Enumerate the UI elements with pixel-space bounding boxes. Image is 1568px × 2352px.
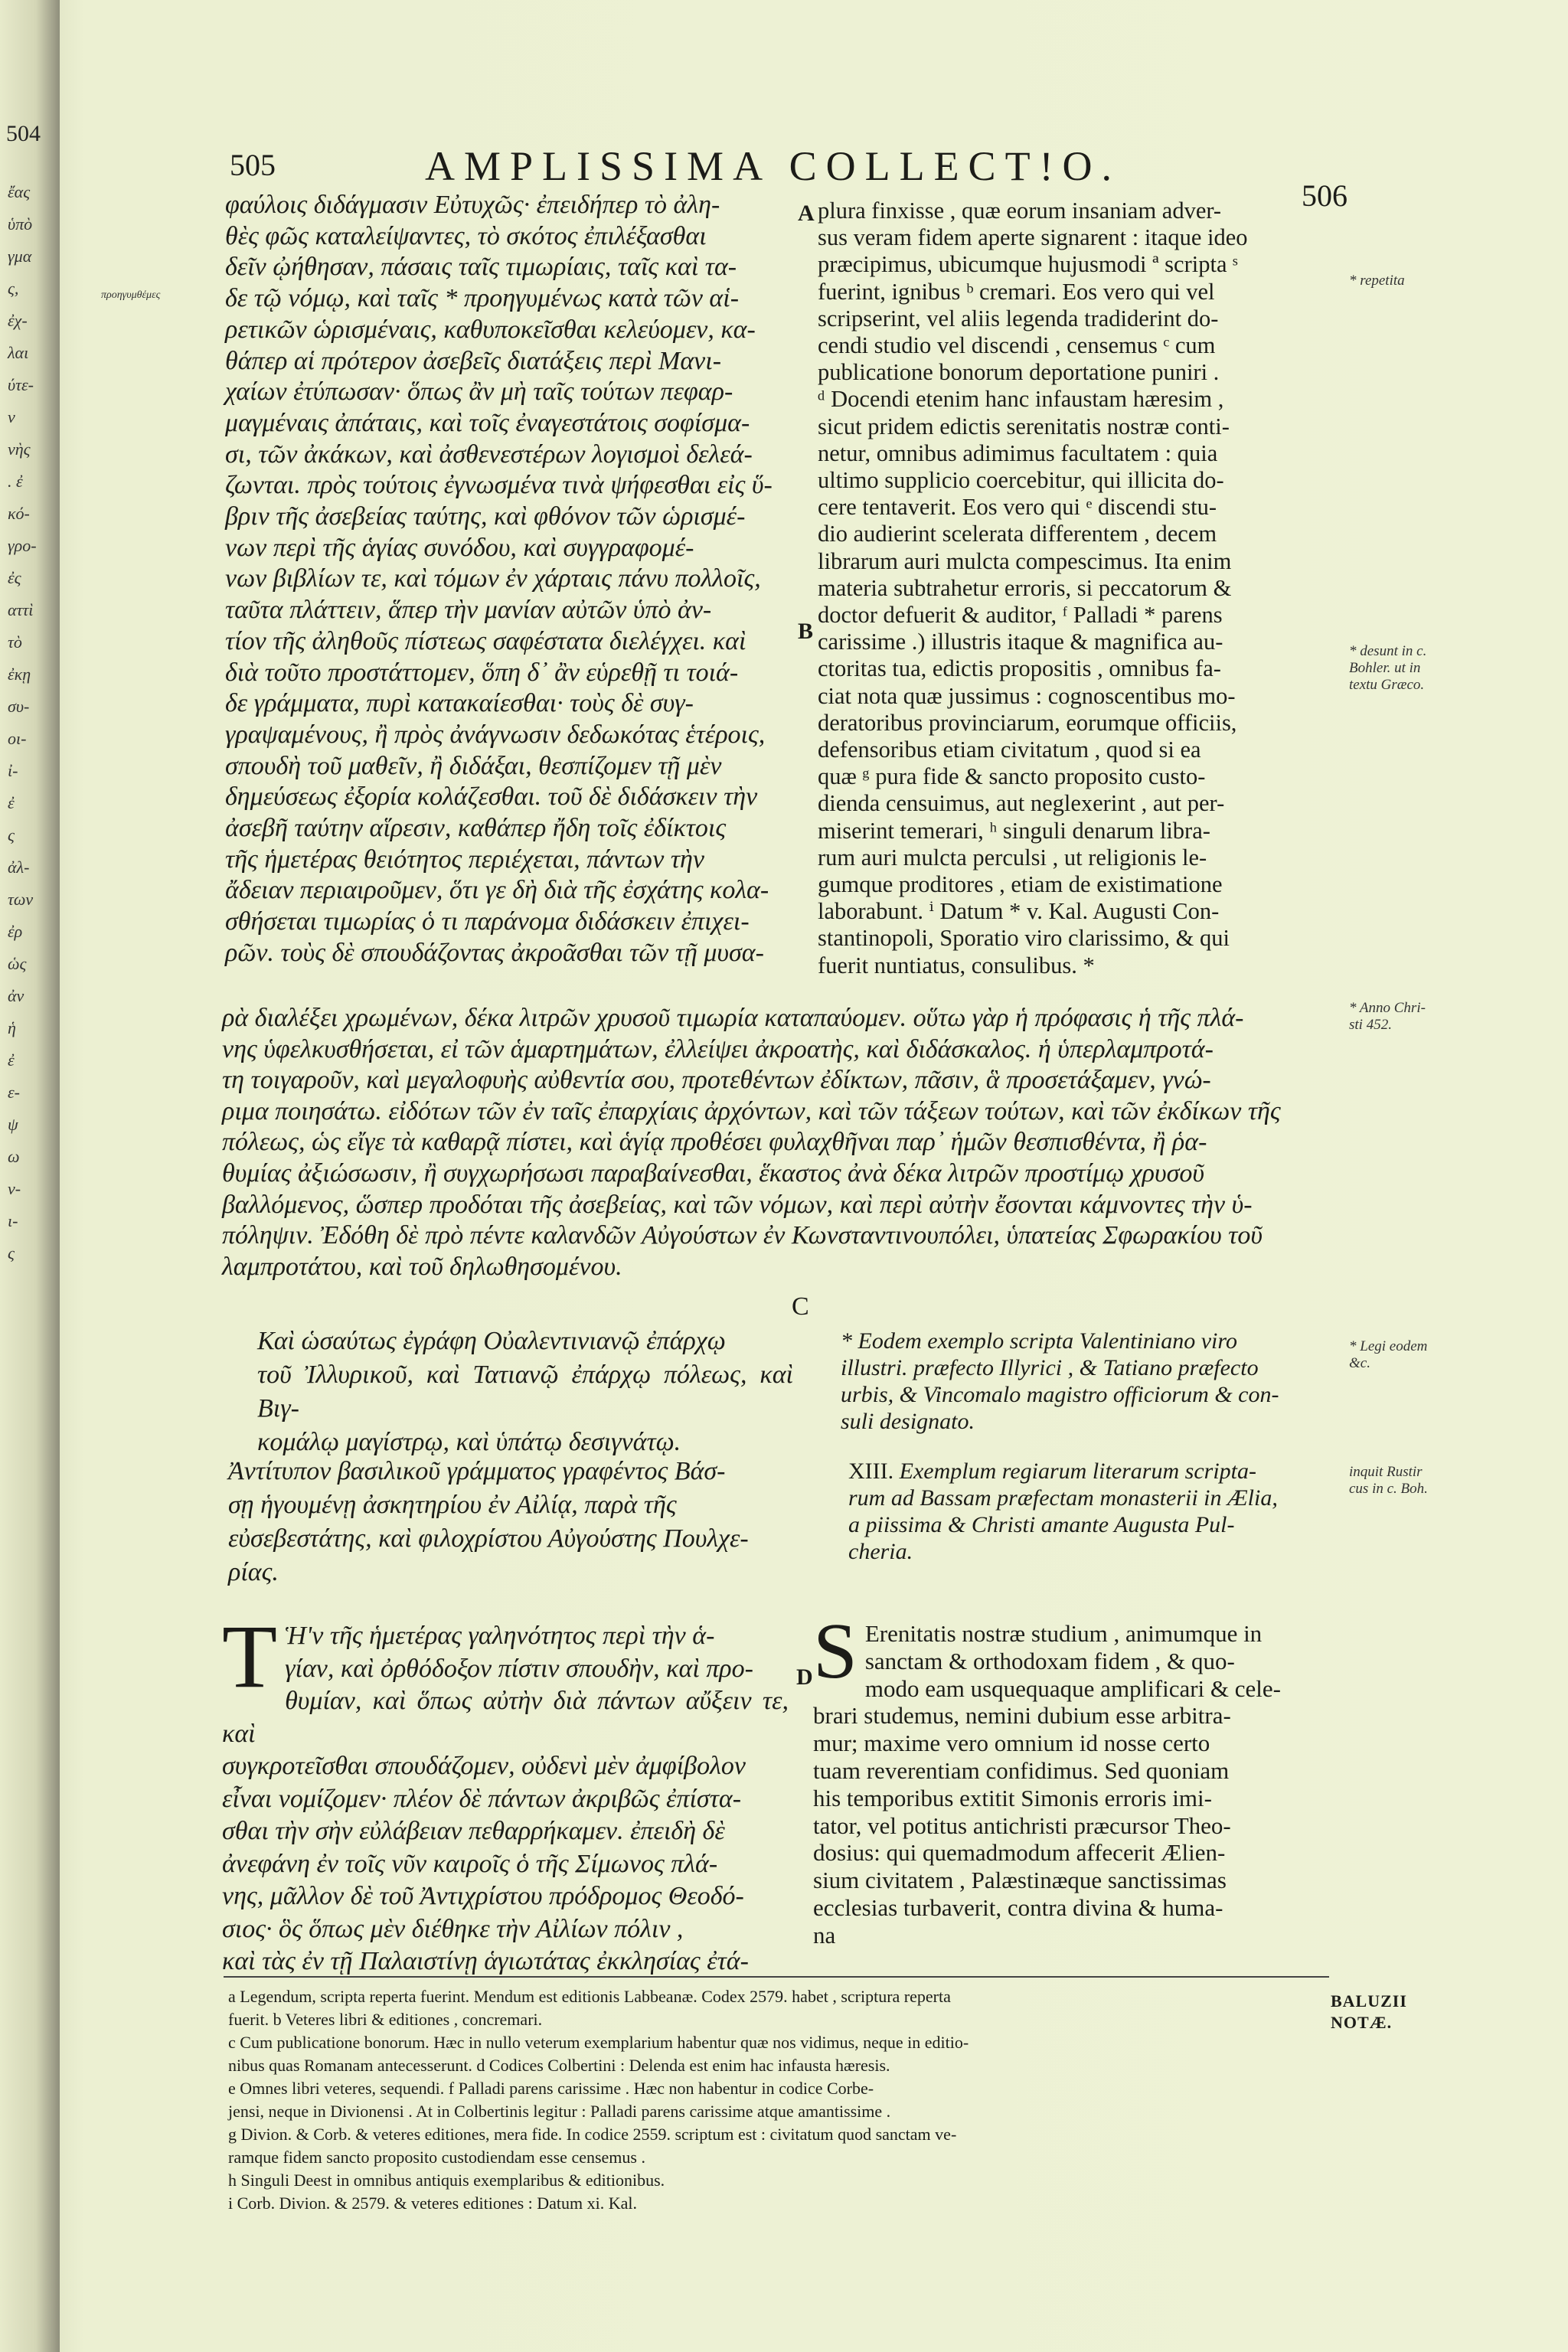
text-line: νης, μᾶλλον δὲ τοῦ Ἀντιχρίστου πρόδρομος Θεοδό-: [222, 1882, 744, 1910]
text-line: quæ ᵍ pura fide & sancto proposito custo-: [818, 763, 1206, 790]
text-line: ζωνται. πρὸς τούτοις ἐγνωσμένα τινὰ ψήφεσθαι εἰς ὕ-: [225, 471, 773, 500]
text-line: laborabunt. ⁱ Datum * v. Kal. Augusti Con-: [818, 898, 1220, 925]
previous-page-fragment: ἡ: [8, 1018, 16, 1037]
text-line: Καὶ ὡσαύτως ἐγράφη Οὐαλεντινιανῷ ἐπάρχῳ: [257, 1327, 726, 1355]
latin-letter-lines: [813, 1607, 1281, 1949]
previous-page-fragment: των: [8, 890, 34, 909]
text-line: dio audierint scelerata differentem , decem: [818, 521, 1217, 547]
previous-page-fragment: ύτε-: [8, 375, 34, 394]
text-line: κομάλῳ μαγίστρῳ, καὶ ὑπάτῳ δεσιγνάτῳ.: [257, 1428, 681, 1456]
text-line: * desunt in c.: [1349, 643, 1427, 659]
footnote-line: jensi, neque in Divionensi . At in Colbertinis legitur : Palladi parens carissime atque amantissime .: [228, 2102, 891, 2121]
text-line: βαλλόμενος, ὥσπερ προδόται τῆς ἀσεβείας, καὶ τῶν νόμων, καὶ περὶ αὐτὴν ἔσονται κάμνοντες τὴν ὑ-: [222, 1190, 1253, 1219]
text-line: συγκροτεῖσθαι σπουδάζομεν, οὐδενὶ μὲν ἀμφίβολον: [222, 1752, 746, 1780]
text-line: σι, τῶν ἀκάκων, καὶ ἀσθενεστέρων λογισμοὶ δελεά-: [225, 439, 753, 469]
text-line: θυμίαν, καὶ ὅπως αὐτὴν διὰ πάντων αὔξειν τε, καὶ: [222, 1687, 789, 1748]
text-line: διὰ τοῦτο προστάττομεν, ὅπη δ᾽ ἂν εὑρεθῇ τι τοιά-: [225, 658, 739, 687]
text-line: ciat nota quæ jussimus : cognoscentibus mo-: [818, 682, 1236, 709]
text-line: ultimo supplicio coercebitur, qui illicita do-: [818, 467, 1224, 494]
latin-column: [818, 198, 1340, 979]
text-line: defensoribus etiam civitatum , quod si ea: [818, 737, 1201, 763]
text-line: δε γράμματα, πυρὶ κατακαίεσθαι· τοὺς δὲ συγ-: [225, 689, 694, 718]
text-line: νων περὶ τῆς ἁγίας συνόδου, καὶ συγγραφομέ-: [225, 533, 694, 562]
text-line: NOTÆ.: [1331, 2013, 1393, 2032]
text-line: sti 452.: [1349, 1017, 1392, 1033]
text-line: suli designato.: [841, 1409, 975, 1434]
footnote-lines: [228, 1985, 1331, 2215]
text-line: σιος· ὃς ὅπως μὲν διέθηκε τὴν Αἰλίων πόλιν ,: [222, 1914, 684, 1943]
text-line: tuam reverentiam confidimus. Sed quoniam: [813, 1756, 1230, 1784]
text-line: γραψαμένους, ἢ πρὸς ἀνάγνωσιν δεδωκότας ἑτέροις,: [225, 720, 766, 749]
text-line: illustri. præfecto Illyrici , & Tatiano præfecto: [841, 1355, 1259, 1380]
text-line: doctor defuerit & auditor, ᶠ Palladi * parens: [818, 602, 1223, 629]
text-line: his temporibus extitit Simonis erroris imi-: [813, 1784, 1212, 1811]
text-line: ctoritas tua, edictis propositis , omnibus fa-: [818, 655, 1221, 682]
footnote-line: fuerit. b Veteres libri & editiones , concremari.: [228, 2010, 543, 2029]
text-line: βριν τῆς ἀσεβείας ταύτης, καὶ φθόνον τῶν ὡρισμέ-: [225, 502, 746, 531]
text-line: ρῶν. τοὺς δὲ σπουδάζοντας ἀκροᾶσθαι τῶν τῇ μυσα-: [225, 938, 764, 967]
text-line: mur; maxime vero omnium id nosse certo: [813, 1730, 1210, 1757]
text-line: cendi studio vel discendi , censemus ᶜ cum: [818, 332, 1216, 359]
section-letter-b: B: [798, 619, 814, 644]
footnote-line: e Omnes libri veteres, sequendi. f Palladi parens carissime . Hæc non habentur in codice Corbe-: [228, 2079, 874, 2098]
greek-column: [225, 190, 807, 969]
footnote-line: i Corb. Divion. & 2579. & veteres editiones : Datum xi. Kal.: [228, 2194, 638, 2213]
section-letter-c: C: [792, 1292, 809, 1321]
text-line: fuerint, ignibus ᵇ cremari. Eos vero qui vel: [818, 278, 1215, 305]
previous-page-fragment: γρο-: [8, 536, 37, 555]
previous-page-fragment: ἐκῃ: [8, 665, 31, 684]
text-line: εἶναι νομίζομεν· πλέον δὲ πάντων ἀκριβῶς ἐπίστα-: [222, 1784, 742, 1813]
text-line: σθήσεται τιμωρίας ὁ τι παράνομα διδάσκειν ἐπιχει-: [225, 907, 750, 936]
page-number-right: 506: [1302, 178, 1348, 213]
text-line: εὐσεβεστάτης, καὶ φιλοχρίστου Αὐγούστης Πουλχε-: [228, 1524, 749, 1553]
text-line: a piissima & Christi amante Augusta Pul-: [848, 1512, 1235, 1537]
text-line: δεῖν ᾠήθησαν, πάσαις ταῖς τιμωρίαις, ταῖς καὶ τα-: [225, 253, 737, 282]
text-line: Bohler. ut in: [1349, 660, 1421, 676]
running-title: AMPLISSIMA COLLECT!O.: [425, 143, 1122, 189]
text-line: rum ad Bassam præfectam monasterii in Ælia,: [848, 1485, 1278, 1511]
previous-page-fragment: ς: [8, 825, 15, 844]
greek-full-width-text: [222, 1003, 1340, 1282]
text-line: na: [813, 1921, 836, 1949]
previous-page-fragment: ς,: [8, 279, 19, 298]
latin-drop-cap: S: [813, 1607, 858, 1695]
section-letter-d: D: [796, 1664, 813, 1690]
text-line: θὲς φῶς καταλείψαντες, τὸ σκότος ἐπιλέξασθαι: [225, 221, 707, 250]
text-line: τίον τῆς ἀληθοῦς πίστεως σαφέστατα διελέγχει. καὶ: [225, 626, 746, 655]
previous-page-fragment: ἰ-: [8, 761, 18, 780]
previous-page-fragment: ὑπὸ: [8, 214, 33, 234]
previous-page-fragment: ς: [8, 1243, 15, 1263]
text-line: μαγμέναις ἀπάταις, καὶ τοῖς ἐναγεστάτοις σοφίσμα-: [225, 408, 750, 437]
text-line: φαύλοις διδάγμασιν Εὐτυχῶς· ἐπειδήπερ τὸ ἀλη-: [225, 191, 720, 219]
left-margin-note: προηγυμθέμες: [101, 289, 161, 301]
footnotes: [228, 1985, 1331, 2215]
page-number-left: 505: [230, 148, 276, 182]
margin-note-repetita: * repetita: [1349, 273, 1405, 289]
section-number: XIII.: [848, 1459, 894, 1484]
text-line: ecclesias turbaverit, contra divina & huma-: [813, 1893, 1223, 1921]
greek-inscription-block: [257, 1325, 793, 1459]
text-line: miserint temerari, ʰ singuli denarum libra-: [818, 817, 1210, 844]
text-line: πόλεως, ὡς εἴγε τὰ καθαρᾷ πίστει, καὶ ἁγίᾳ προθέσει φυλαχθῆναι παρ᾽ ἡμῶν θεσπισθέντα, ἢ ῥα-: [222, 1128, 1207, 1157]
text-line: brari studemus, nemini dubium esse arbitra-: [813, 1702, 1231, 1730]
previous-page-fragment: ἐ: [8, 793, 15, 812]
text-line: dosius: qui quemadmodum affecerit Ælien-: [813, 1839, 1226, 1867]
text-line: sanctam & orthodoxam fidem , & quo-: [864, 1647, 1235, 1674]
footnote-rule: [224, 1976, 1329, 1978]
text-line: ριμα ποιησάτω. εἰδότων τῶν ἐν ταῖς ἐπαρχίαις ἀρχόντων, καὶ τῶν τάξεων τούτων, καὶ τῶν ἐκδίκων τῆς: [222, 1096, 1281, 1125]
text-line: τη τοιγαροῦν, καὶ μεγαλοφυὴς αὐθεντία σου, προτεθέντων ἐδίκτων, πᾶσιν, ἃ προσετάξαμεν, γνώ-: [222, 1066, 1211, 1095]
text-line: ᵈ Docendi etenim hanc infaustam hæresim ,: [818, 386, 1224, 413]
text-line: sus veram fidem aperte signarent : itaque ideo: [818, 224, 1248, 251]
text-line: σπουδὴ τοῦ μαθεῖν, ἢ διδάξαι, θεσπίζομεν τῇ μὲν: [225, 751, 722, 780]
text-line: τοῦ Ἰλλυρικοῦ, καὶ Τατιανῷ ἐπάρχῳ πόλεως, καὶ Βιγ-: [257, 1361, 793, 1423]
text-line: τῆς ἡμετέρας θειότητος περιέχεται, πάντων τὴν: [225, 844, 705, 874]
text-line: νων βιβλίων τε, καὶ τόμων ἐν χάρταις πάνυ πολλοῖς,: [225, 564, 761, 593]
text-line: cere tentaverit. Eos vero qui ᵉ discendi stu-: [818, 494, 1217, 521]
text-line: deratoribus provinciarum, eorumque officiis,: [818, 709, 1237, 736]
baluzii-notae-label: [1331, 1991, 1407, 2034]
previous-page-fragment: ἐχ-: [8, 311, 28, 330]
text-line: ἀσεβῆ ταύτην αἵρεσιν, καθάπερ ἤδη τοῖς ἐδίκτοις: [225, 814, 727, 843]
previous-page-fragment: ψ: [8, 1115, 18, 1134]
footnote-line: a Legendum, scripta reperta fuerint. Mendum est editionis Labbeanæ. Codex 2579. habet , scriptura reperta: [228, 1987, 951, 2006]
text-line: cheria.: [848, 1539, 913, 1564]
text-line: ἀνεφάνη ἐν τοῖς νῦν καιροῖς ὁ τῆς Σίμωνος πλά-: [222, 1849, 718, 1878]
greek-letter-lines: [222, 1606, 789, 1975]
text-line: netur, omnibus adimimus facultatem : quia: [818, 439, 1218, 466]
previous-page-fragment: οι-: [8, 729, 27, 748]
text-line: Ἡ'ν τῆς ἡμετέρας γαληνότητος περὶ τὴν ἁ-: [285, 1622, 715, 1650]
text-line: ρετικῶν ὡρισμέναις, καθυποκεῖσθαι κελεύομεν, κα-: [225, 315, 756, 344]
text-line: ἄδειαν περιαιροῦμεν, ὅτι γε δὴ διὰ τῆς ἐσχάτης κολα-: [225, 876, 769, 905]
text-line: carissime .) illustris itaque & magnifica au-: [818, 629, 1223, 655]
previous-page-fragment: κό-: [8, 504, 30, 523]
footnote-line: nibus quas Romanam antecesserunt. d Codices Colbertini : Delenda est enim hac infausta hæresis.: [228, 2056, 890, 2075]
section-letter-a: A: [798, 201, 815, 226]
previous-page-number: 504: [6, 121, 41, 146]
previous-page-edge: [0, 0, 60, 2352]
text-line: tator, vel potitus antichristi præcursor Theo-: [813, 1811, 1231, 1839]
text-line: ταῦτα πλάττειν, ἅπερ τὴν μανίαν αὐτῶν ὑπὸ ἀν-: [225, 596, 712, 625]
text-line: præcipimus, ubicumque hujusmodi ª scripta ˢ: [818, 251, 1238, 278]
previous-page-fragment: νὴς: [8, 439, 31, 459]
text-line: Ἀντίτυπον βασιλικοῦ γράμματος γραφέντος Βάσ-: [228, 1457, 726, 1485]
previous-page-fragment: τὸ: [8, 632, 22, 652]
text-line: χαίων ἐτύπωσαν· ὅπως ἂν μὴ ταῖς τούτων πεφαρ-: [225, 377, 733, 407]
text-line: ρίας.: [228, 1558, 279, 1586]
text-line: sium civitatem , Palæstinæque sanctissimas: [813, 1867, 1227, 1894]
previous-page-fragment: ω: [8, 1147, 20, 1166]
text-line: sicut pridem edictis serenitatis nostræ conti-: [818, 413, 1230, 439]
previous-page-fragment: ἐ: [8, 1050, 15, 1070]
previous-page-fragment: συ-: [8, 697, 30, 716]
margin-note-legi: [1349, 1338, 1427, 1372]
text-line: * Legi eodem: [1349, 1338, 1428, 1354]
previous-page-fragment: ε-: [8, 1083, 20, 1102]
latin-heading-text: [848, 1459, 1278, 1564]
footnote-line: h Singuli Deest in omnibus antiquis exemplaribus & editionibus.: [228, 2171, 665, 2190]
text-line: materia subtrahetur erroris, si peccatorum &: [818, 574, 1232, 601]
previous-page-fragment: αττὶ: [8, 600, 34, 619]
text-line: stantinopoli, Sporatio viro clarissimo, & qui: [818, 925, 1230, 952]
greek-heading-xiii: [228, 1455, 795, 1589]
previous-page-fragment: ν: [8, 407, 15, 426]
text-line: inquit Rustir: [1349, 1464, 1423, 1480]
previous-page-fragment: ἐς: [8, 568, 21, 587]
footnote-line: ramque fidem sancto proposito custodiendam esse censemus .: [228, 2148, 645, 2167]
text-line: σῃ ἡγουμένῃ ἀσκητηρίου ἐν Αἰλίᾳ, παρὰ τῆς: [228, 1491, 677, 1519]
text-line: publicatione bonorum deportatione puniri .: [818, 359, 1220, 386]
text-line: σθαι τὴν σὴν εὐλάβειαν πεθαρρήκαμεν. ἐπειδὴ δὲ: [222, 1817, 725, 1845]
margin-note-inquit: [1349, 1464, 1428, 1498]
text-line: ρὰ διαλέξει χρωμένων, δέκα λιτρῶν χρυσοῦ τιμωρία καταπαύομεν. οὕτω γὰρ ἡ πρόφασις ἡ τῆς πλά-: [222, 1004, 1244, 1032]
text-line: Erenitatis nostræ studium , animumque in: [864, 1620, 1263, 1647]
text-line: dienda censuimus, aut neglexerint , aut per-: [818, 790, 1225, 817]
text-line: θυμίας ἀξιώσωσιν, ἢ συγχωρήσωσι παραβαίνεσθαι, ἕκαστος ἀνὰ δέκα λιτρῶν προστίμῳ χρυσοῦ: [222, 1158, 1204, 1187]
previous-page-fragment: ν-: [8, 1179, 21, 1198]
previous-page-fragment: ἔας: [8, 182, 31, 201]
latin-letter-body: [813, 1607, 1341, 1949]
previous-page-fragment: ἐρ: [8, 922, 23, 941]
previous-page-fragment: ἀλ-: [8, 858, 30, 877]
text-line: δημεύσεως ἐξορία κολάζεσθαι. τοῦ δὲ διδάσκειν τὴν: [225, 782, 758, 812]
previous-page-fragment: ὡς: [8, 954, 27, 973]
text-line: librarum auri mulcta compescimus. Ita enim: [818, 547, 1232, 574]
text-line: fuerit nuntiatus, consulibus. *: [818, 952, 1095, 978]
text-line: λαμπροτάτου, καὶ τοῦ δηλωθησομένου.: [222, 1252, 622, 1281]
latin-heading-xiii: [848, 1458, 1338, 1565]
text-line: * Eodem exemplo scripta Valentiniano viro: [841, 1328, 1237, 1354]
margin-note-desunt: [1349, 643, 1426, 694]
text-line: rum auri mulcta perculsi , ut religionis le-: [818, 844, 1207, 871]
text-line: scripserint, vel aliis legenda tradiderint do-: [818, 305, 1219, 332]
text-line: * Anno Chri-: [1349, 1000, 1426, 1016]
text-line: θάπερ αἱ πρότερον ἀσεβεῖς διατάξεις περὶ Μανι-: [225, 346, 722, 375]
previous-page-fragment: ι-: [8, 1211, 18, 1230]
text-line: urbis, & Vincomalo magistro officiorum & con-: [841, 1382, 1279, 1407]
text-line: δε τῷ νόμῳ, καὶ ταῖς * προηγυμένως κατὰ τῶν αἱ-: [225, 284, 740, 313]
margin-note-anno: [1349, 1000, 1426, 1034]
latin-inscription-block: [841, 1328, 1338, 1435]
text-line: &c.: [1349, 1355, 1370, 1371]
footnote-line: c Cum publicatione bonorum. Hæc in nullo veterum exemplarium habentur quæ nos vidimus, neque in editio-: [228, 2033, 969, 2052]
text-line: καὶ τὰς ἐν τῇ Παλαιστίνῃ ἁγιωτάτας ἐκκλησίας ἐτά-: [222, 1947, 749, 1975]
footnote-line: g Divion. & Corb. & veteres editiones, mera fide. In codice 2559. scriptum est : civitatum quod sanctam ve-: [228, 2125, 957, 2144]
text-line: plura finxisse , quæ eorum insaniam adver-: [818, 198, 1222, 224]
text-line: modo eam usquequaque amplificari & cele-: [864, 1674, 1281, 1702]
previous-page-fragment: . ἐ: [8, 472, 23, 491]
text-line: cus in c. Boh.: [1349, 1481, 1428, 1497]
previous-page-fragment: λαι: [8, 343, 29, 362]
text-line: γίαν, καὶ ὀρθόδοξον πίστιν σπουδὴν, καὶ προ-: [285, 1654, 753, 1683]
text-line: textu Græco.: [1349, 677, 1425, 693]
previous-page-fragment: ἀν: [8, 986, 24, 1005]
text-line: Exemplum regiarum literarum scripta-: [899, 1459, 1256, 1484]
text-line: BALUZII: [1331, 1991, 1407, 2011]
text-line: πόληψιν. Ἐδόθη δὲ πρὸ πέντε καλανδῶν Αὐγούστων ἐν Κωνσταντινουπόλει, ὑπατείας Σφωρακίου τοῦ: [222, 1221, 1263, 1250]
greek-drop-cap: T: [222, 1606, 278, 1707]
text-line: gumque proditores , etiam de existimatione: [818, 871, 1223, 898]
text-line: νης ὑφελκυσθήσεται, εἰ τῶν ἁμαρτημάτων, ἐλλείψει ἀκροατὴς, καὶ διδάσκαλος. ἡ ὑπερλαμπροτά-: [222, 1034, 1214, 1063]
previous-page-fragment: γμα: [8, 247, 32, 266]
greek-letter-body: [222, 1606, 789, 1978]
